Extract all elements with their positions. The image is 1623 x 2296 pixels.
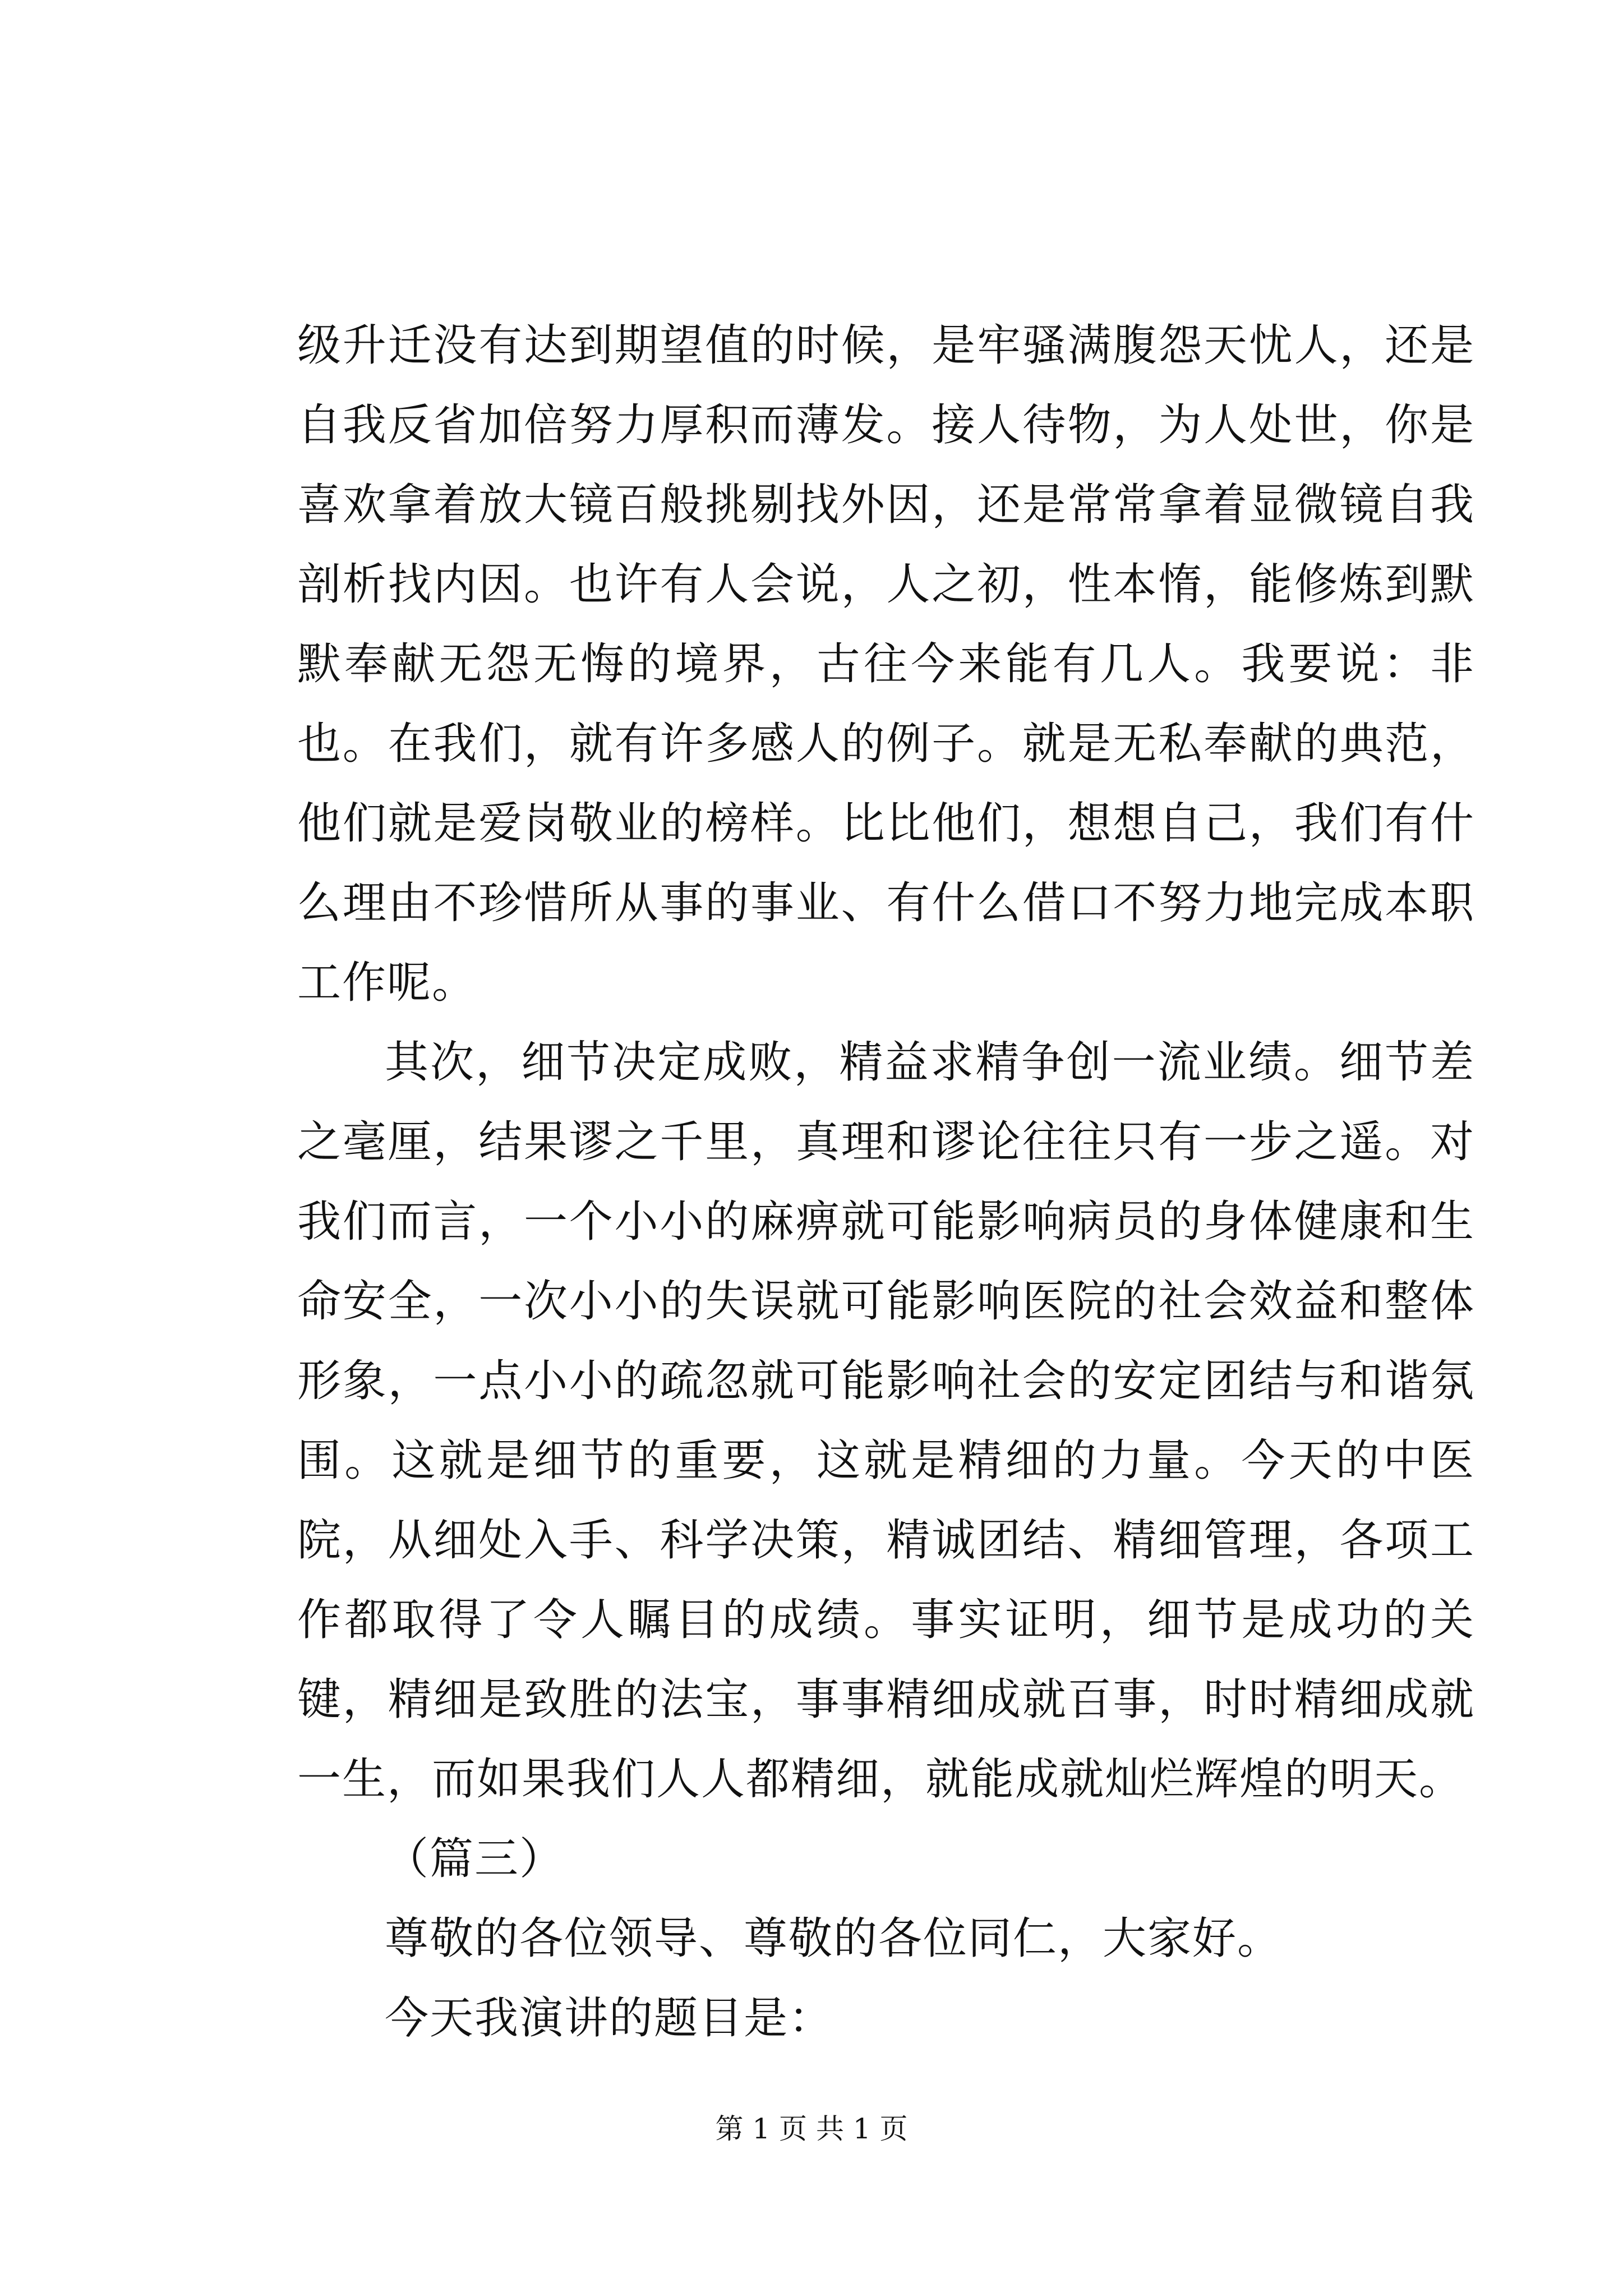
paragraph-greeting: 尊敬的各位领导、尊敬的各位同仁，大家好。 — [385, 1913, 1283, 1964]
paragraph-speech-topic: 今天我演讲的题目是： — [385, 1993, 834, 2044]
document-body — [297, 306, 1475, 2058]
section-heading-part-three: （篇三） — [385, 1834, 565, 1884]
page-number-label: 第 1 页 共 1 页 — [715, 2113, 908, 2145]
page-footer — [0, 2112, 1623, 2146]
paragraph-continuation: 级升迁没有达到期望值的时候，是牢骚满腹怨天忧人，还是自我反省加倍努力厚积而薄发。接人待物，为人处世，你是喜欢拿着放大镜百般挑剔找外因，还是常常拿着显微镜自我剖析找内因。也许有人会说，人之初，性本惰，能修炼到默默奉献无怨无悔的境界，古往今来能有几人。我要说：非也。在我们，就有许多感人的例子。就是无私奉献的典范，他们就是爱岗敬业的榜样。比比他们，想想自己，我们有什么理由不珍惜所从事的事业、有什么借口不努力地完成本职工作呢。 — [297, 320, 1475, 1008]
paragraph-details-matter: 其次，细节决定成败，精益求精争创一流业绩。细节差之毫厘，结果谬之千里，真理和谬论往往只有一步之遥。对我们而言，一个小小的麻痹就可能影响病员的身体健康和生命安全，一次小小的失误就可能影响医院的社会效益和整体形象，一点小小的疏忽就可能影响社会的安定团结与和谐氛围。这就是细节的重要，这就是精细的力量。今天的中医院，从细处入手、科学决策，精诚团结、精细管理，各项工作都取得了令人瞩目的成绩。事实证明，细节是成功的关键，精细是致胜的法宝，事事精细成就百事，时时精细成就一生，而如果我们人人都精细，就能成就灿烂辉煌的明天。 — [297, 1037, 1475, 1805]
